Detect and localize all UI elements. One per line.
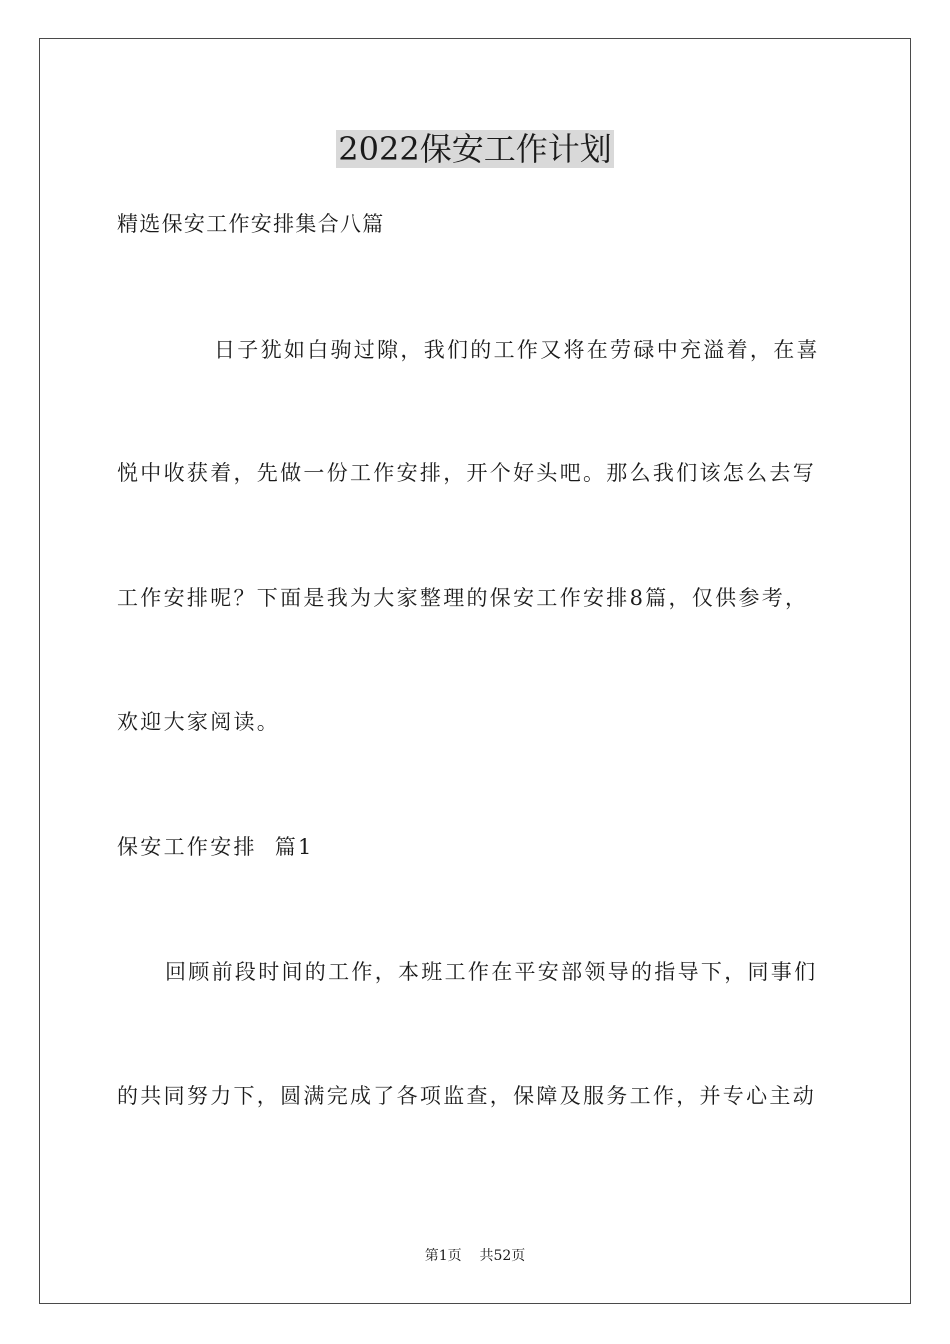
intro-line-1: 日子犹如白驹过隙，我们的工作又将在劳碌中充溢着，在喜 <box>214 338 820 362</box>
intro-line-2: 悦中收获着，先做一份工作安排，开个好头吧。那么我们该怎么去写 <box>117 461 816 485</box>
section-line-1: 回顾前段时间的工作，本班工作在平安部领导的指导下，同事们 <box>165 960 818 984</box>
section-heading: 保安工作安排 篇1 <box>117 835 314 859</box>
intro-line-4: 欢迎大家阅读。 <box>117 710 281 734</box>
document-title <box>0 128 950 170</box>
section-line-2: 的共同努力下，圆满完成了各项监查，保障及服务工作，并专心主动 <box>117 1084 816 1108</box>
intro-line-3: 工作安排呢？下面是我为大家整理的保安工作安排8篇，仅供参考， <box>117 586 809 610</box>
document-subtitle: 精选保安工作安排集合八篇 <box>117 212 385 236</box>
page-number-footer: 第1页 共52页 <box>424 1248 526 1264</box>
document-title-text: 2022保安工作计划 <box>338 130 612 168</box>
